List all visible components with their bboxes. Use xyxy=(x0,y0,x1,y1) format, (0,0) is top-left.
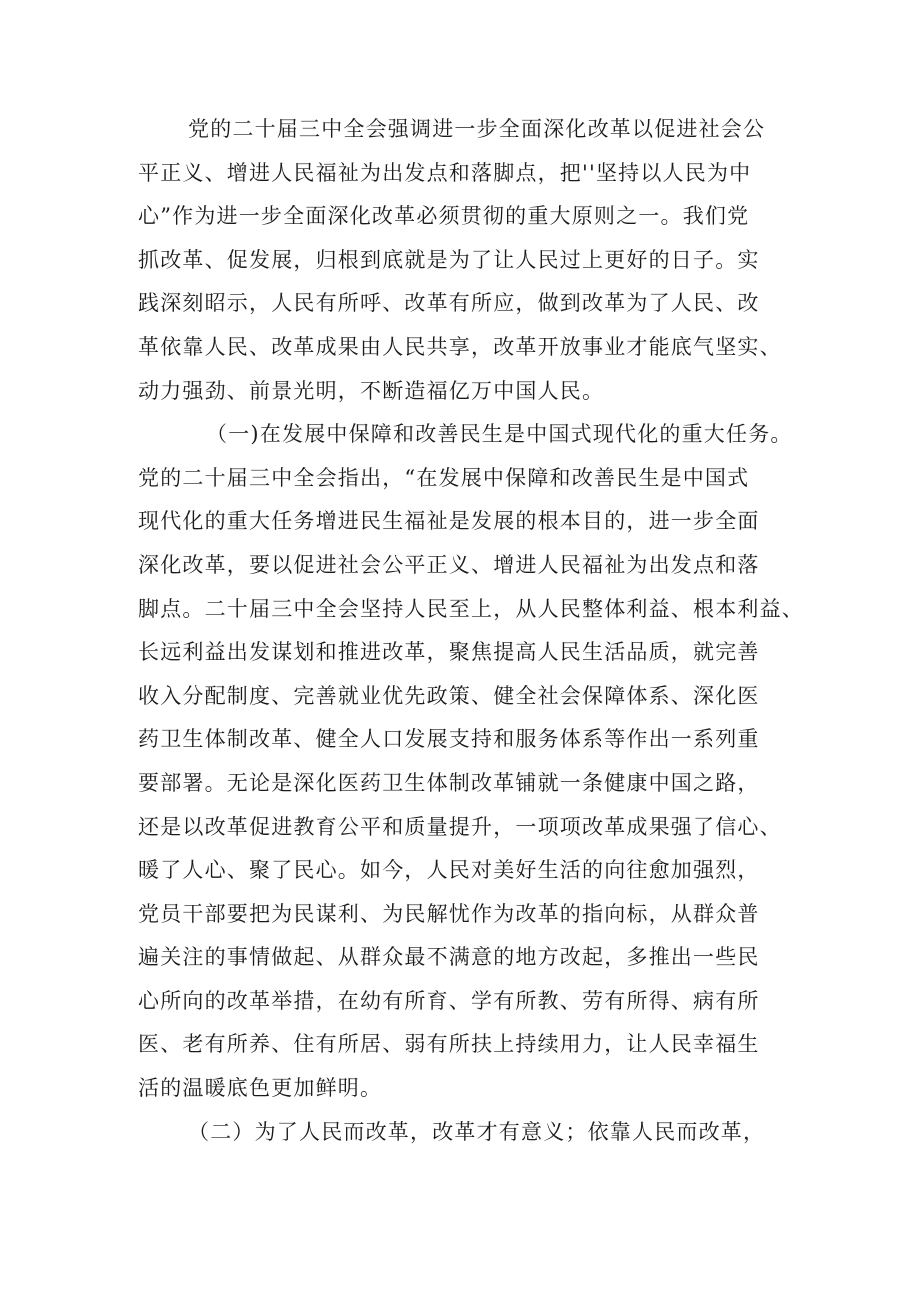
paragraph-1-line-1: 党的二十届三中全会强调进一步全面深化改革以促进社会公 xyxy=(188,117,766,141)
paragraph-1-line-4: 抓改革、促发展，归根到底就是为了让人民过上更好的日子。实 xyxy=(138,247,760,272)
paragraph-2-line-6: 收入分配制度、完善就业优先政策、健全社会保障体系、深化医 xyxy=(138,683,760,708)
paragraph-1-line-6: 革依靠人民、改革成果由人民共享，改革开放事业才能底气坚实、 xyxy=(138,334,782,359)
paragraph-2-line-12: 遍关注的事情做起、从群众最不满意的地方改起，多推出一些民 xyxy=(138,945,760,970)
paragraph-1-line-3: 心”作为进一步全面深化改革必须贯彻的重大原则之一。我们党 xyxy=(138,204,750,229)
paragraph-2-line-8: 要部署。无论是深化医药卫生体制改革铺就一条健康中国之路， xyxy=(138,770,760,795)
paragraph-2-line-1: 党的二十届三中全会指出，“在发展中保障和改善民生是中国式 xyxy=(138,465,750,490)
paragraph-2-line-11: 党员干部要把为民谋利、为民解忧作为改革的指向标，从群众普 xyxy=(138,901,760,926)
paragraph-1-line-5: 践深刻昭示，人民有所呼、改革有所应，做到改革为了人民、改 xyxy=(138,291,760,316)
paragraph-1-line-2: 平正义、增进人民福祉为出发点和落脚点，把''坚持以人民为中 xyxy=(138,160,752,185)
paragraph-2-line-7: 药卫生体制改革、健全人口发展支持和服务体系等作出一系列重 xyxy=(138,727,760,752)
paragraph-2-line-3: 深化改革，要以促进社会公平正义、增进人民福祉为出发点和落 xyxy=(138,552,760,577)
paragraph-2-line-5: 长远利益出发谋划和推进改革，聚焦提高人民生活品质，就完善 xyxy=(138,640,760,665)
document-body xyxy=(138,108,804,1154)
paragraph-2-line-10: 暖了人心、聚了民心。如今，人民对美好生活的向往愈加强烈， xyxy=(138,858,760,883)
paragraph-2-line-14: 医、老有所养、住有所居、弱有所扶上持续用力，让人民幸福生 xyxy=(138,1032,760,1057)
paragraph-2-line-15: 活的温暖底色更加鲜明。 xyxy=(138,1076,383,1101)
paragraph-1-line-7: 动力强劲、前景光明，不断造福亿万中国人民。 xyxy=(138,378,605,403)
paragraph-2-line-9: 还是以改革促进教育公平和质量提升，一项项改革成果强了信心、 xyxy=(138,814,782,839)
section-heading-1: （一)在发展中保障和改善民生是中国式现代化的重大任务。 xyxy=(206,422,793,447)
paragraph-2-line-4: 脚点。二十届三中全会坚持人民至上，从人民整体利益、根本利益、 xyxy=(138,596,804,621)
paragraph-2-line-13: 心所向的改革举措，在幼有所育、学有所教、劳有所得、病有所 xyxy=(138,988,760,1013)
paragraph-2-line-2: 现代化的重大任务增进民生福祉是发展的根本目的，进一步全面 xyxy=(138,509,760,534)
section-heading-2: （二）为了人民而改革，改革才有意义；依靠人民而改革， xyxy=(188,1119,766,1144)
